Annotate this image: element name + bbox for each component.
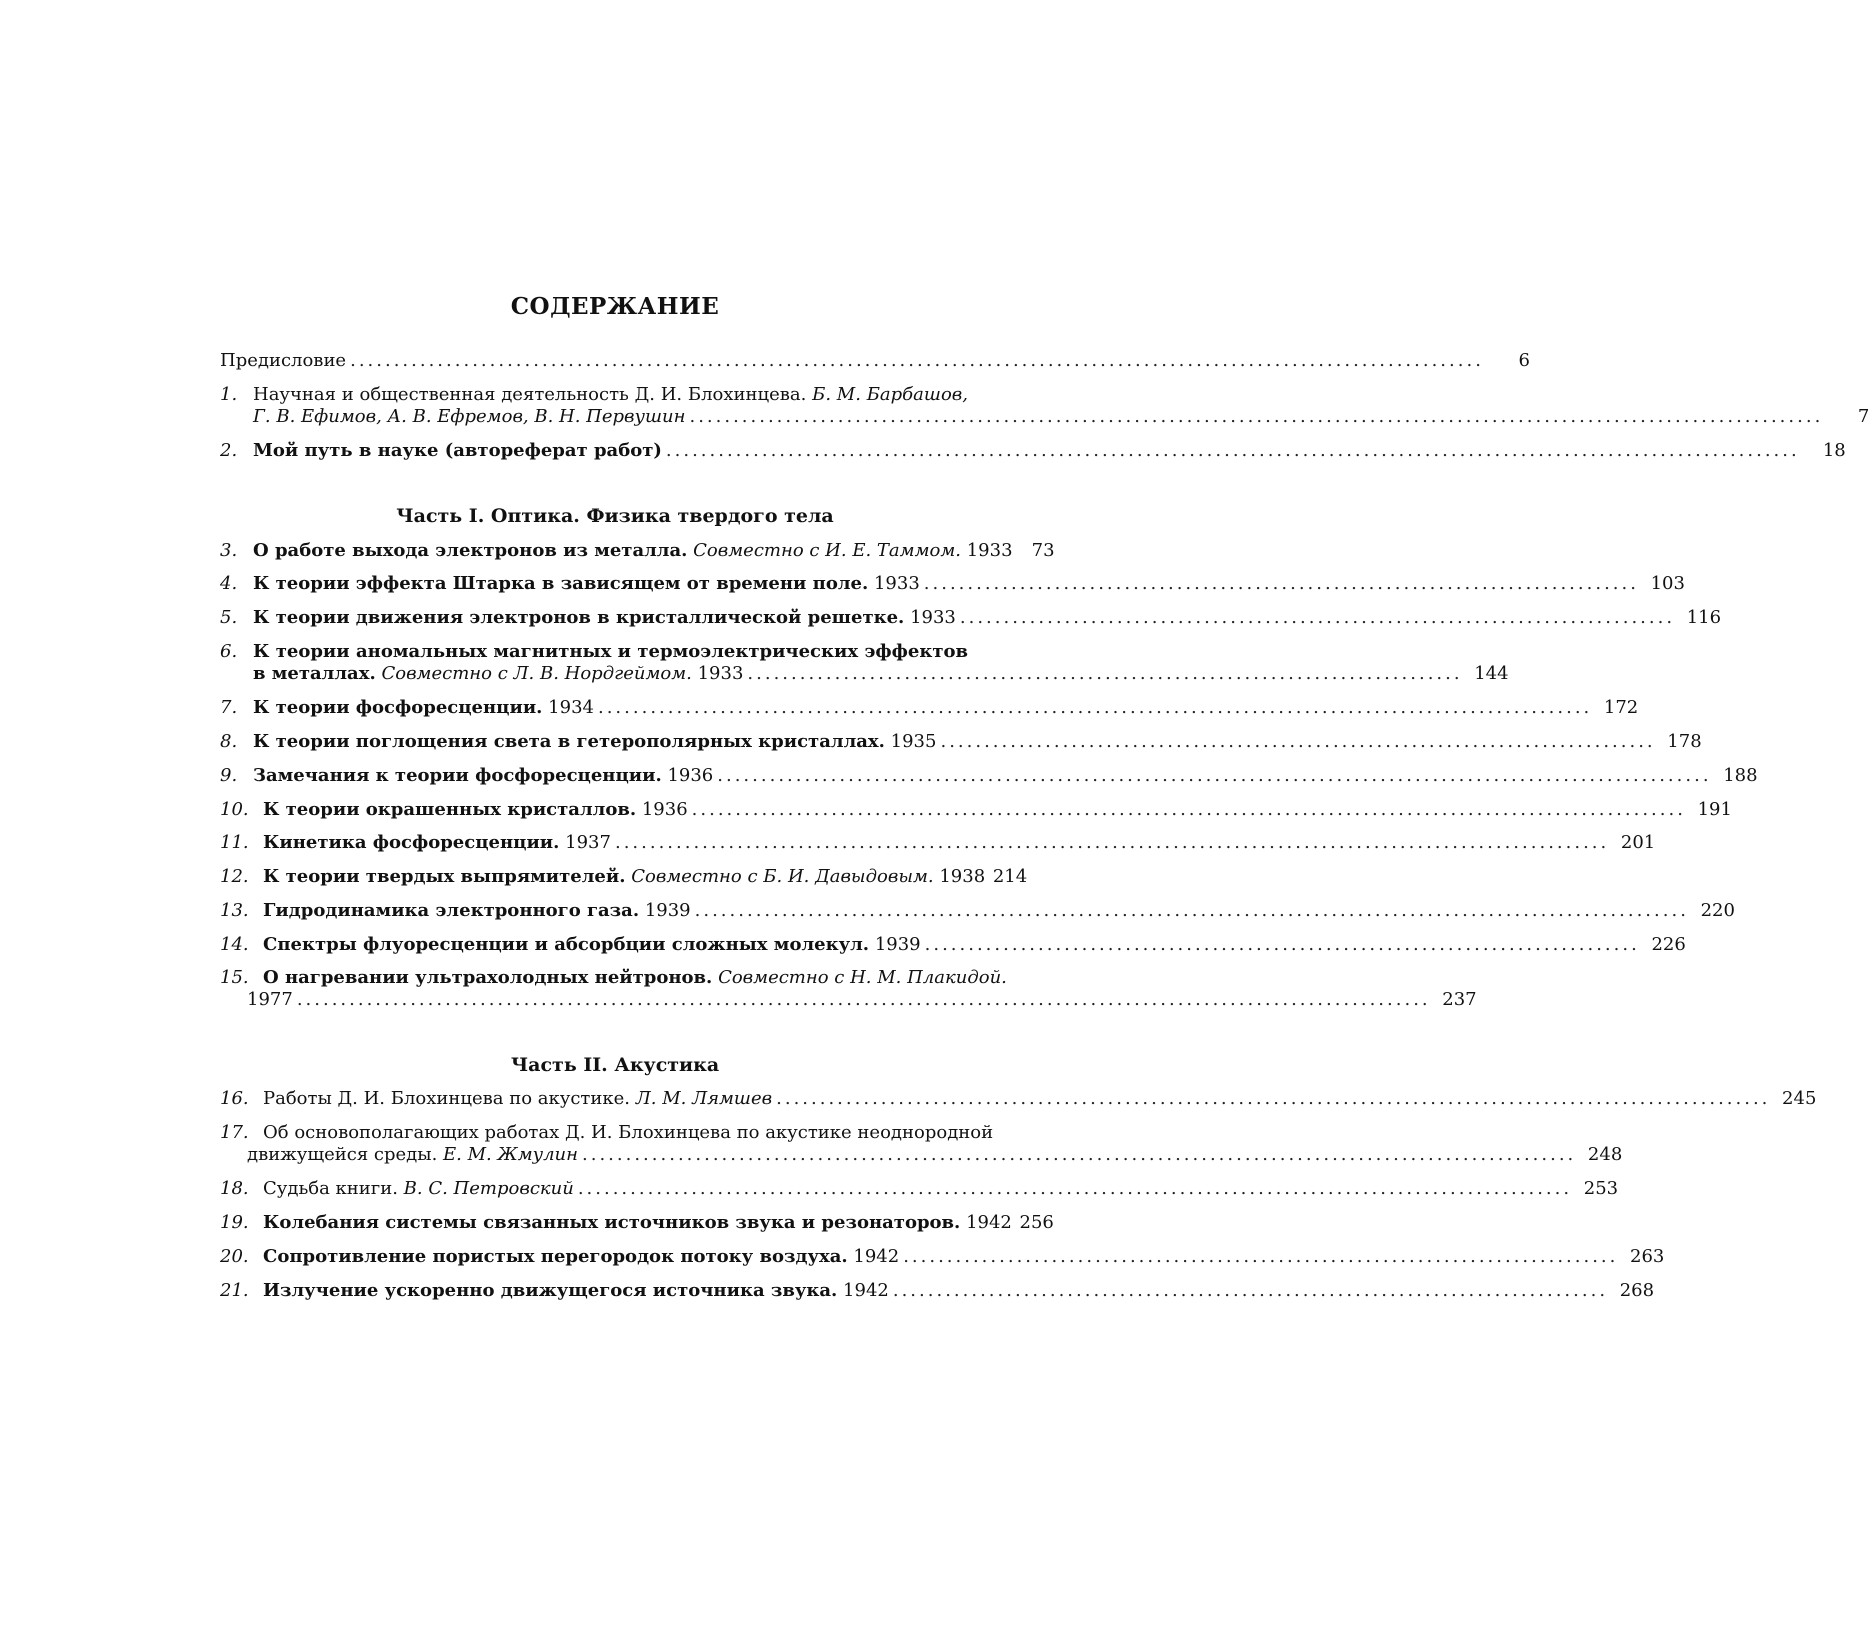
toc-entry-4[interactable] — [220, 573, 1685, 595]
page-number: 6 — [1518, 350, 1530, 371]
page-number: 263 — [1630, 1246, 1665, 1267]
part-1-heading: Часть I. Оптика. Физика твердого тела — [396, 505, 834, 527]
entry-text: О работе выхода электронов из металла. Совместно с И. Е. Таммом. 1933 — [253, 540, 1013, 561]
leader-dots: .................................................................................. — [959, 607, 1676, 628]
leader-dots: .................................................................................................................. — [577, 1178, 1573, 1199]
entry-number: 11. — [220, 832, 249, 853]
leader-dots: .................................................................................................................................. — [296, 989, 1431, 1010]
toc-entry-17[interactable] — [220, 1122, 1623, 1166]
leader-dots: .................................................................................................................. — [582, 1144, 1577, 1165]
entry-text: Спектры флуоресценции и абсорбции сложных молекул. 1939 — [263, 934, 921, 955]
leader-dots: .................................................................................. — [747, 663, 1463, 684]
leader-dots: .................................................................................................................. — [614, 832, 1610, 853]
toc-entry-18[interactable] — [220, 1178, 1619, 1200]
page-number: 191 — [1697, 799, 1732, 820]
toc-entry-9[interactable] — [220, 765, 1758, 787]
page-number: 248 — [1587, 1144, 1623, 1165]
leader-dots: .................................................................................................................. — [691, 799, 1686, 820]
page-number: 144 — [1474, 663, 1509, 684]
page-number: 172 — [1603, 697, 1639, 718]
entry-number: 12. — [220, 866, 249, 887]
entry-text: К теории окрашенных кристаллов. 1936 — [263, 799, 688, 820]
toc-entry-14[interactable] — [220, 934, 1686, 956]
toc-entry-19[interactable] — [220, 1212, 1054, 1234]
toc-entry-15[interactable] — [220, 967, 1477, 1011]
entry-text: О нагревании ультрахолодных нейтронов. Совместно с Н. М. Плакидой. — [263, 967, 1007, 988]
entry-number: 3. — [220, 540, 238, 561]
leader-dots: .................................................................................. — [924, 934, 1640, 955]
leader-dots: .................................................................................................................................. — [350, 350, 1484, 371]
entry-authors: Г. В. Ефимов, А. В. Ефремов, В. Н. Первушин — [253, 406, 686, 427]
entry-number: 6. — [220, 641, 238, 662]
entry-number: 10. — [220, 799, 249, 820]
page-number: 18 — [1822, 440, 1846, 461]
entry-text: К теории фосфоресценции. 1934 — [253, 697, 594, 718]
entry-number: 16. — [220, 1088, 249, 1109]
leader-dots: .................................................................................. — [892, 1280, 1609, 1301]
entry-number: 14. — [220, 934, 249, 955]
toc-entry-11[interactable] — [220, 832, 1656, 854]
entry-number: 9. — [220, 765, 238, 786]
leader-dots: .................................................................................................................. — [717, 765, 1712, 786]
entry-text: Предисловие — [220, 350, 347, 371]
entry-text: Замечания к теории фосфоресценции. 1936 — [253, 765, 714, 786]
entry-text: Кинетика фосфоресценции. 1937 — [263, 832, 611, 853]
entry-text: К теории твердых выпрямителей. Совместно с Б. И. Давыдовым. 1938 — [263, 866, 986, 887]
entry-text: К теории эффекта Штарка в зависящем от времени поле. 1933 — [253, 573, 920, 594]
leader-dots: .................................................................................................................. — [694, 900, 1689, 921]
page-number: 245 — [1782, 1088, 1817, 1109]
toc-entry-8[interactable] — [220, 731, 1702, 753]
toc-entry-16[interactable] — [220, 1088, 1817, 1110]
entry-number: 21. — [220, 1280, 249, 1301]
entry-number: 1. — [220, 384, 238, 405]
entry-number: 8. — [220, 731, 238, 752]
page-number: 7 — [1857, 406, 1869, 427]
leader-dots: .................................................................................. — [923, 573, 1639, 594]
toc-entry-5[interactable] — [220, 607, 1722, 629]
page-number: 214 — [992, 866, 1028, 887]
entry-text: К теории поглощения света в гетерополярных кристаллах. 1935 — [253, 731, 937, 752]
toc-entry-13[interactable] — [220, 900, 1735, 922]
entry-number: 4. — [220, 573, 238, 594]
page-number: 188 — [1723, 765, 1758, 786]
entry-number: 18. — [220, 1178, 249, 1199]
entry-number: 7. — [220, 697, 238, 718]
leader-dots: .................................................................................. — [903, 1246, 1619, 1267]
entry-text: Гидродинамика электронного газа. 1939 — [263, 900, 691, 921]
page-number: 256 — [1019, 1212, 1054, 1233]
page-title: СОДЕРЖАНИЕ — [510, 293, 720, 320]
page-number: 201 — [1620, 832, 1656, 853]
entry-number: 20. — [220, 1246, 249, 1267]
entry-number: 5. — [220, 607, 238, 628]
entry-line1: Об основополагающих работах Д. И. Блохинцева по акустике неоднородной — [263, 1122, 994, 1143]
entry-text: Работы Д. И. Блохинцева по акустике. Л. М. Лямшев — [263, 1088, 773, 1109]
toc-entry-3[interactable] — [220, 540, 1055, 562]
toc-entry-7[interactable] — [220, 697, 1639, 719]
entry-number: 13. — [220, 900, 249, 921]
toc-entry-12[interactable] — [220, 866, 1028, 888]
toc-entry-1[interactable] — [220, 384, 1869, 428]
page-number: 178 — [1667, 731, 1702, 752]
leader-dots: .................................................................................................................................. — [665, 440, 1800, 461]
leader-dots: .................................................................................................................. — [776, 1088, 1771, 1109]
page-number: 220 — [1700, 900, 1735, 921]
leader-dots: .................................................................................................................. — [597, 697, 1593, 718]
entry-text: Судьба книги. В. С. Петровский — [263, 1178, 574, 1199]
page-number: 73 — [1031, 540, 1055, 561]
entry-number: 2. — [220, 440, 238, 461]
leader-dots: .................................................................................. — [940, 731, 1656, 752]
entry-text: Излучение ускоренно движущегося источника звука. 1942 — [263, 1280, 889, 1301]
entry-text: в металлах. Совместно с Л. В. Нордгеймом. 1933 — [253, 663, 744, 684]
toc-entry-2[interactable] — [220, 440, 1846, 462]
page-number: 253 — [1583, 1178, 1619, 1199]
entry-text: Сопротивление пористых перегородок потоку воздуха. 1942 — [263, 1246, 900, 1267]
page-number: 226 — [1651, 934, 1686, 955]
entry-title-line1: К теории аномальных магнитных и термоэлектрических эффектов — [253, 641, 968, 662]
entry-text: движущейся среды. Е. М. Жмулин — [247, 1144, 578, 1165]
toc-entry-10[interactable] — [220, 799, 1732, 821]
leader-dots: .................................................................................................................................. — [689, 406, 1824, 427]
entry-number: 19. — [220, 1212, 249, 1233]
toc-entry-preface[interactable] — [220, 350, 1530, 372]
entry-text: Колебания системы связанных источников звука и резонаторов. 1942 — [263, 1212, 1012, 1233]
entry-text: К теории движения электронов в кристаллической решетке. 1933 — [253, 607, 956, 628]
page-number: 116 — [1686, 607, 1722, 628]
toc-entry-6[interactable] — [220, 641, 1509, 685]
entry-year: 1977 — [247, 989, 293, 1010]
entry-line1: Научная и общественная деятельность Д. И. Блохинцева. Б. М. Барбашов, — [253, 384, 968, 405]
page-number: 268 — [1619, 1280, 1655, 1301]
toc-entry-20[interactable] — [220, 1246, 1665, 1268]
entry-title: Мой путь в науке (автореферат работ) — [253, 440, 662, 461]
entry-number: 17. — [220, 1122, 249, 1143]
page-number: 103 — [1650, 573, 1685, 594]
part-2-heading: Часть II. Акустика — [510, 1054, 720, 1076]
toc-entry-21[interactable] — [220, 1280, 1655, 1302]
entry-number: 15. — [220, 967, 249, 988]
page-number: 237 — [1442, 989, 1477, 1010]
